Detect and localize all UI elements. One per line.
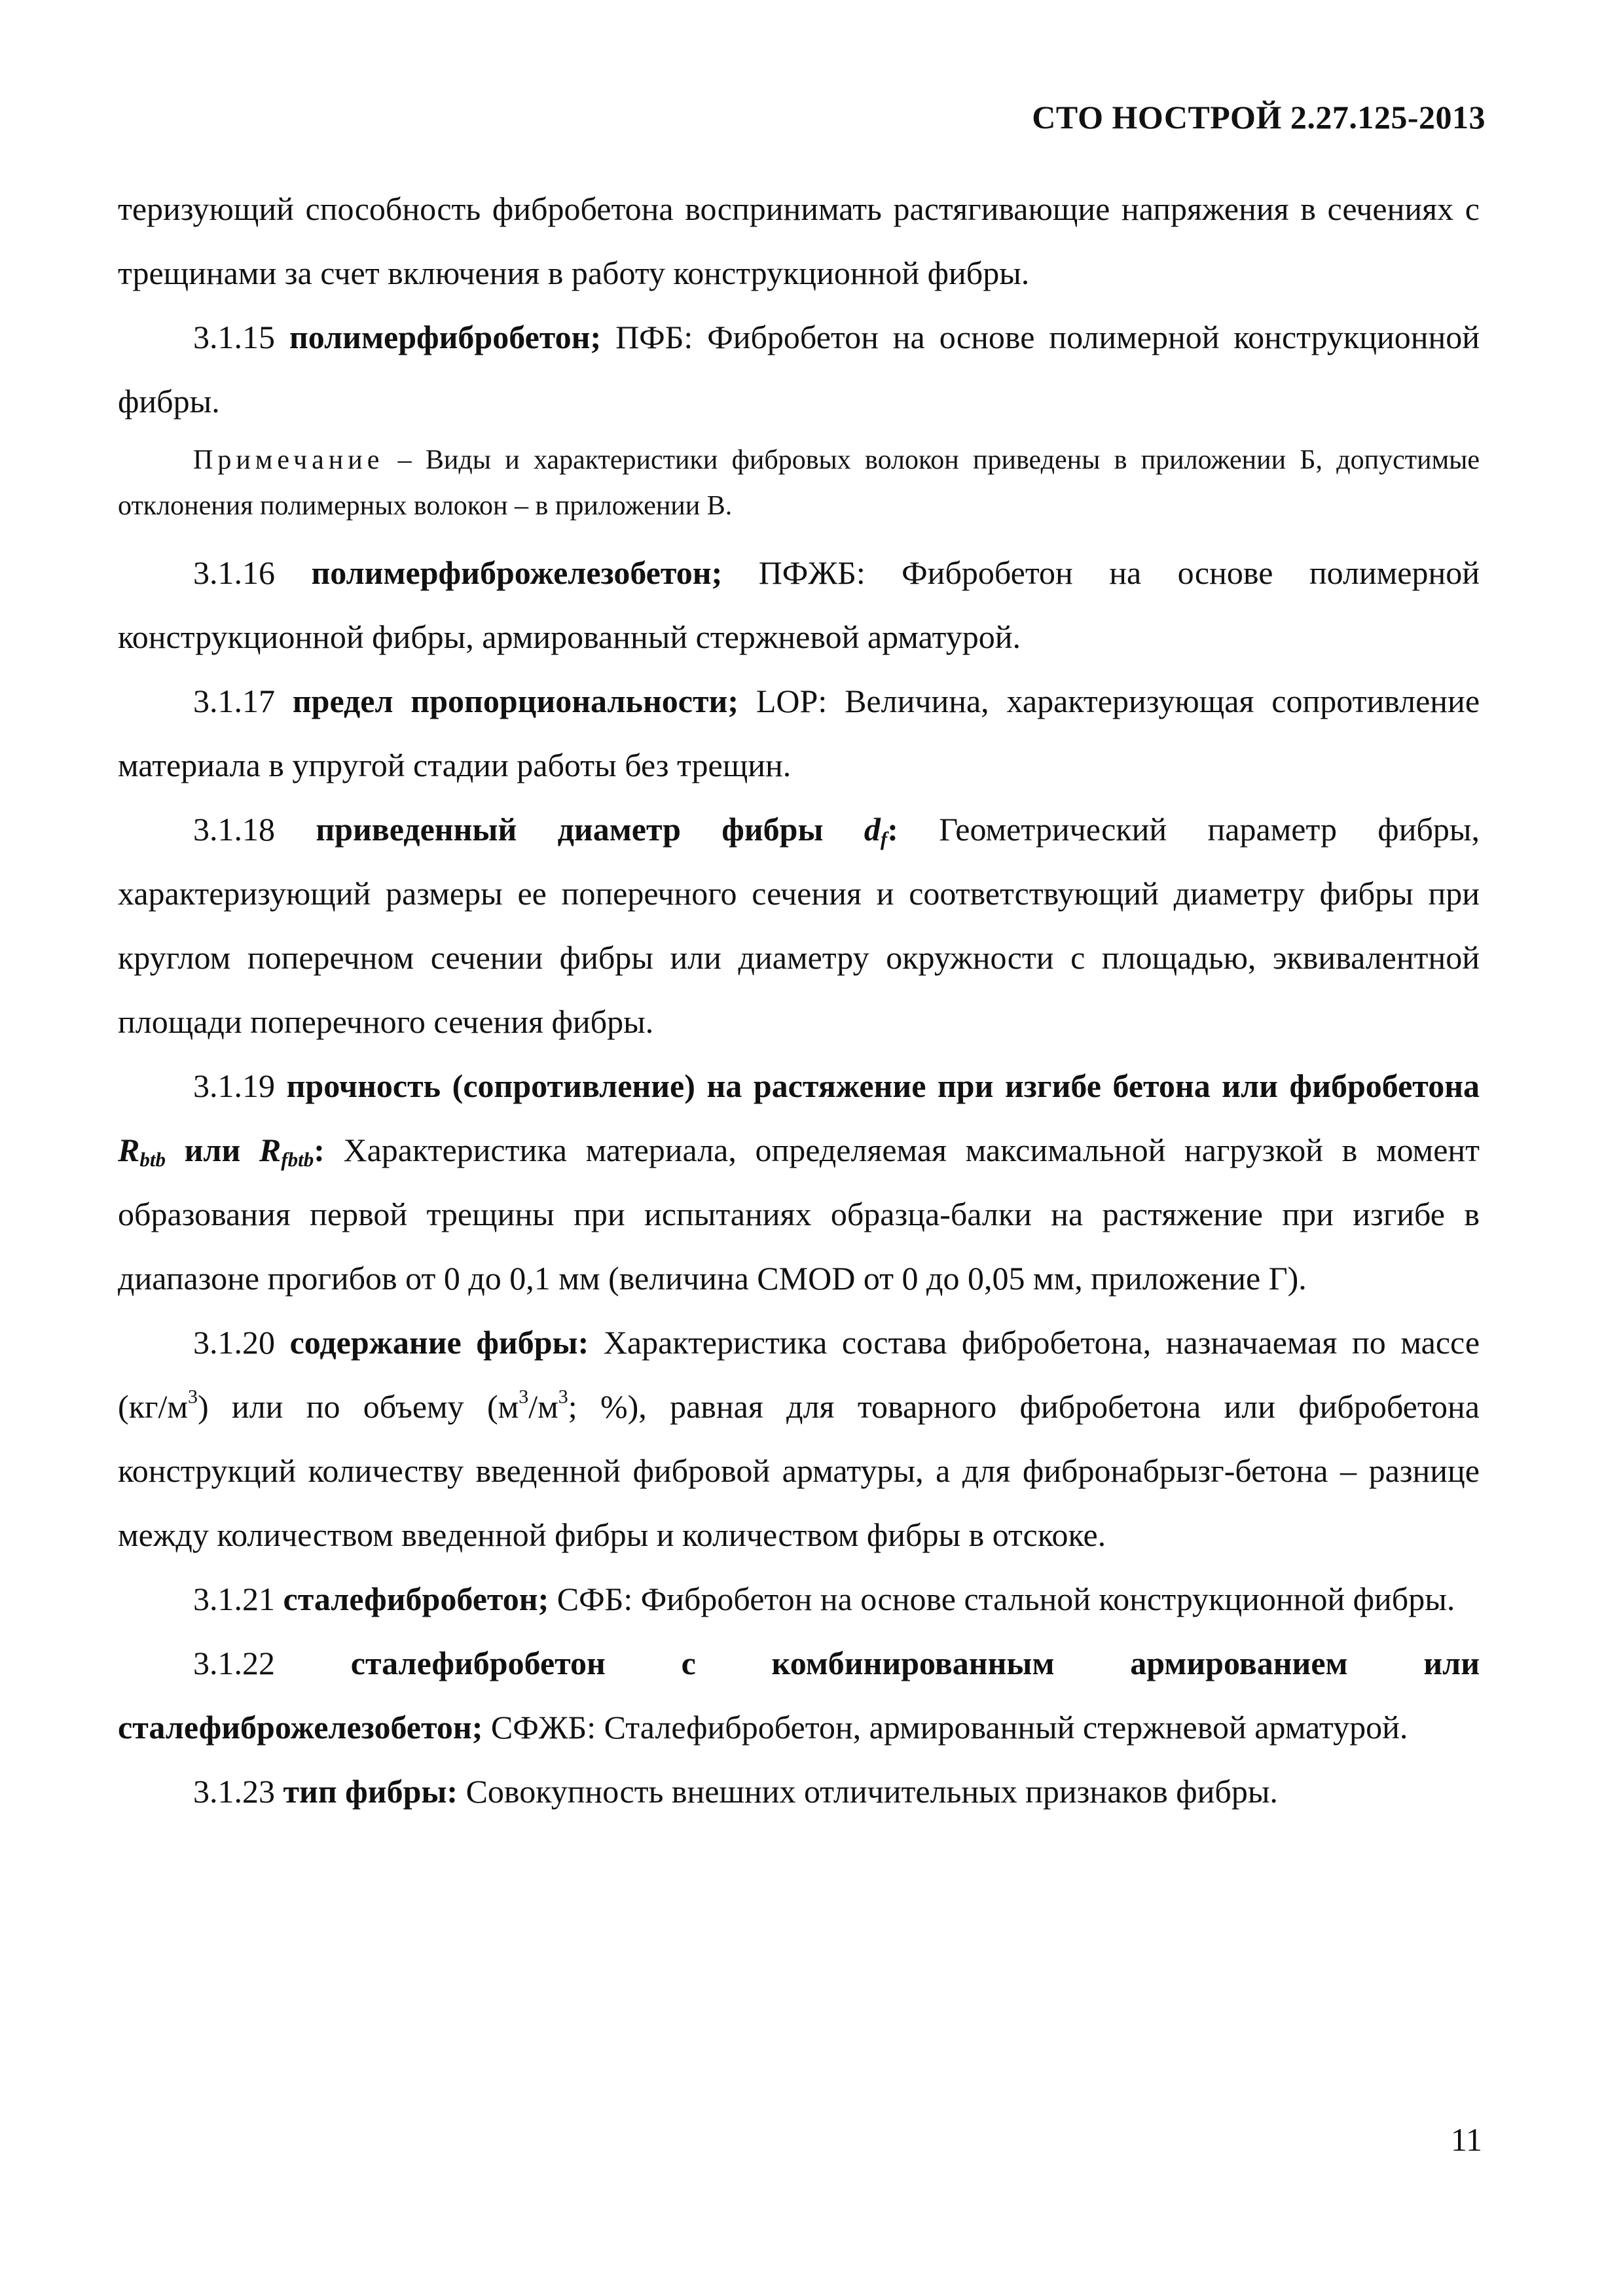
symbol-subscript: f [880,827,888,850]
term-definition: СФЖБ: Сталефибробетон, армированный стержневой арматурой. [490,1709,1408,1746]
term-colon: : [887,811,898,848]
term-name: прочность (сопротивление) на растяжение при изгибе бетона или фибробетона [286,1067,1480,1104]
term-definition: LOP: Величина, характеризующая сопротивление материала в упругой стадии работы без трещин. [118,683,1480,783]
term-number: 3.1.16 [193,554,275,591]
term-name: приведенный диаметр фибры [316,811,824,848]
term-definition: Совокупность внешних отличительных признаков фибры. [465,1773,1278,1810]
term-number: 3.1.19 [193,1067,275,1104]
symbol-subscript: btb [139,1147,166,1171]
term-definition-c: /м [528,1388,558,1425]
term-3-1-22 [118,1631,1480,1759]
term-number: 3.1.20 [193,1324,275,1361]
term-number: 3.1.18 [193,811,275,848]
term-name: сталефибробетон с комбинированным армированием или сталефиброжелезобетон; [118,1645,1480,1746]
term-3-1-18 [118,797,1480,1054]
term-name: полимерфиброжелезобетон; [311,554,723,591]
term-number: 3.1.23 [193,1773,275,1810]
term-name: сталефибробетон; [283,1581,549,1617]
term-name: предел пропорциональности; [292,683,739,719]
term-3-1-23 [118,1759,1480,1823]
term-definition: Геометрический параметр фибры, характеризующий размеры ее поперечного сечения и соответствующий диаметру фибры при круглом поперечном сечении фибры или диаметру окружности с площадью, эквивалентной площади поперечного сечения фибры. [118,811,1480,1040]
note-text: – Виды и характеристики фибровых волокон приведены в приложении Б, допустимые отклонения полимерных волокон – в приложении В. [118,445,1480,521]
term-definition: СФБ: Фибробетон на основе стальной конструкционной фибры. [556,1581,1455,1617]
continued-paragraph: теризующий способность фибробетона воспринимать растягивающие напряжения в сечениях с трещинами за счет включения в работу конструкционной фибры. [118,190,1480,291]
note-label: Примечание [193,445,384,475]
term-3-1-19 [118,1054,1480,1310]
term-or: или [184,1132,241,1168]
symbol-r-btb: R [118,1132,140,1168]
term-definition: ПФБ: Фибробетон на основе полимерной конструкционной фибры. [118,319,1480,420]
term-name: полимерфибробетон; [289,319,602,355]
document-body [118,177,1480,1823]
term-definition-b: ) или по объему (м [197,1388,519,1425]
term-number: 3.1.21 [193,1581,275,1617]
document-code: СТО НОСТРОЙ 2.27.125-2013 [1032,99,1486,135]
note-paragraph [118,437,1480,529]
term-3-1-17 [118,669,1480,797]
superscript: 3 [519,1386,529,1408]
term-name: тип фибры: [283,1773,458,1810]
symbol-d: d [864,811,881,848]
term-name: содержание фибры: [289,1324,589,1361]
term-definition: Характеристика материала, определяемая максимальной нагрузкой в момент образования первой трещины при испытаниях образца-балки на растяжение при изгибе в диапазоне прогибов от 0 до 0,1 мм (величина CMOD от 0 до 0,05 мм, приложение Г). [118,1132,1480,1297]
term-3-1-15 [118,305,1480,433]
term-number: 3.1.17 [193,683,275,719]
superscript: 3 [187,1386,198,1408]
term-3-1-21 [118,1567,1480,1631]
term-definition-d: ; %), равная для товарного фибробетона или фибробетона конструкций количеству введенной фибровой арматуры, а для фибронабрызг-бетона – разнице между количеством введенной фибры и количеством фибры в отскоке. [118,1388,1480,1553]
symbol-r-fbtb: R [259,1132,282,1168]
term-3-1-20 [118,1310,1480,1567]
superscript: 3 [558,1386,568,1408]
term-definition: ПФЖБ: Фибробетон на основе полимерной конструкционной фибры, армированный стержневой арматурой. [118,554,1480,655]
term-number: 3.1.22 [193,1645,275,1681]
term-number: 3.1.15 [193,319,275,355]
term-3-1-16 [118,541,1480,669]
term-definition-a: Характеристика состава фибробетона, назначаемая по массе (кг/м [118,1324,1480,1425]
term-colon: : [314,1132,325,1168]
symbol-subscript: fbtb [281,1147,314,1171]
page-number: 11 [1450,2121,1482,2158]
